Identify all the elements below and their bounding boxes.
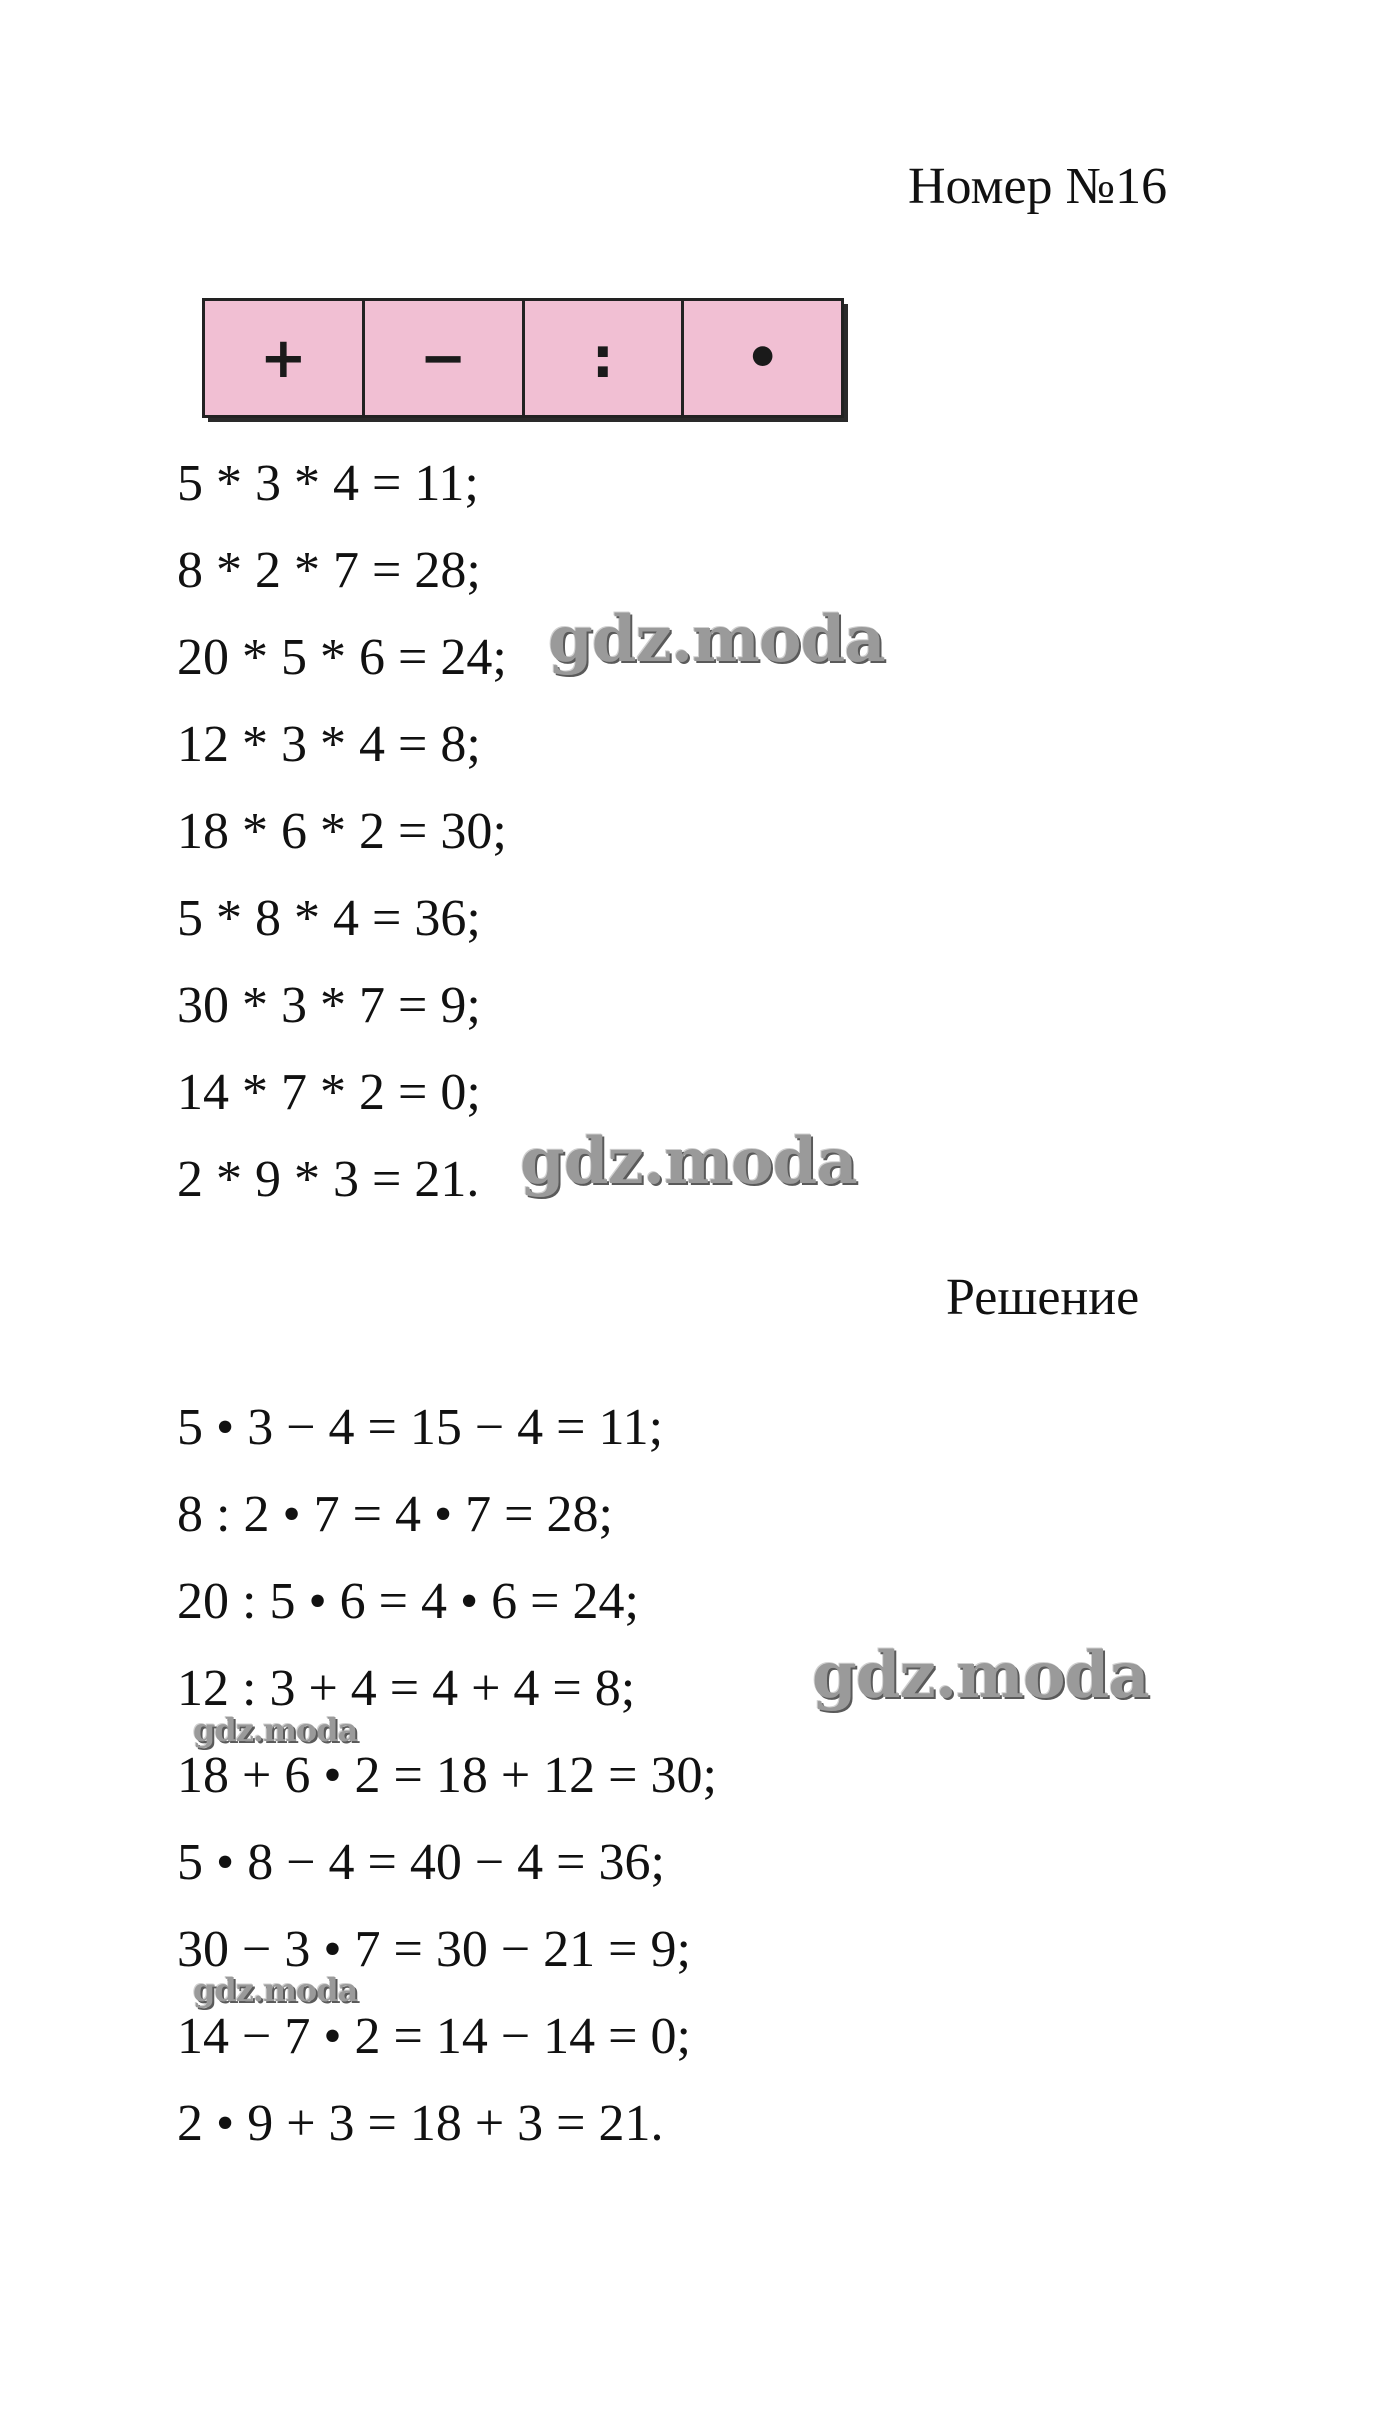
task-line: 30 * 3 * 7 = 9;: [177, 977, 481, 1034]
operations-box: [202, 298, 842, 420]
solution-line: 14 − 7 • 2 = 14 − 14 = 0;: [177, 2008, 691, 2065]
watermark: gdz.moda: [548, 602, 885, 677]
task-line: 5 * 3 * 4 = 11;: [177, 455, 479, 512]
task-line: 18 * 6 * 2 = 30;: [177, 803, 507, 860]
operation-minus: −: [365, 301, 525, 415]
watermark: gdz.moda: [193, 1971, 358, 2009]
operation-plus: +: [205, 301, 365, 415]
task-line: 14 * 7 * 2 = 0;: [177, 1064, 481, 1121]
task-line: 20 * 5 * 6 = 24;: [177, 629, 507, 686]
solution-line: 30 − 3 • 7 = 30 − 21 = 9;: [177, 1921, 691, 1978]
solution-line: 2 • 9 + 3 = 18 + 3 = 21.: [177, 2095, 664, 2152]
task-line: 8 * 2 * 7 = 28;: [177, 542, 481, 599]
solution-line: 18 + 6 • 2 = 18 + 12 = 30;: [177, 1747, 717, 1804]
watermark: gdz.moda: [812, 1638, 1149, 1713]
solution-line: 12 : 3 + 4 = 4 + 4 = 8;: [177, 1660, 636, 1717]
solution-title: Решение: [946, 1269, 1140, 1326]
solution-line: 8 : 2 • 7 = 4 • 7 = 28;: [177, 1486, 613, 1543]
page-title: Номер №16: [908, 158, 1168, 215]
operations-row: [202, 298, 844, 418]
operation-divide: :: [525, 301, 685, 415]
solution-line: 20 : 5 • 6 = 4 • 6 = 24;: [177, 1573, 639, 1630]
task-line: 12 * 3 * 4 = 8;: [177, 716, 481, 773]
task-line: 5 * 8 * 4 = 36;: [177, 890, 481, 947]
operation-multiply: •: [744, 325, 781, 391]
solution-line: 5 • 8 − 4 = 40 − 4 = 36;: [177, 1834, 665, 1891]
watermark: gdz.moda: [520, 1124, 857, 1199]
solution-line: 5 • 3 − 4 = 15 − 4 = 11;: [177, 1399, 664, 1456]
watermark: gdz.moda: [193, 1711, 358, 1749]
task-line: 2 * 9 * 3 = 21.: [177, 1151, 480, 1208]
